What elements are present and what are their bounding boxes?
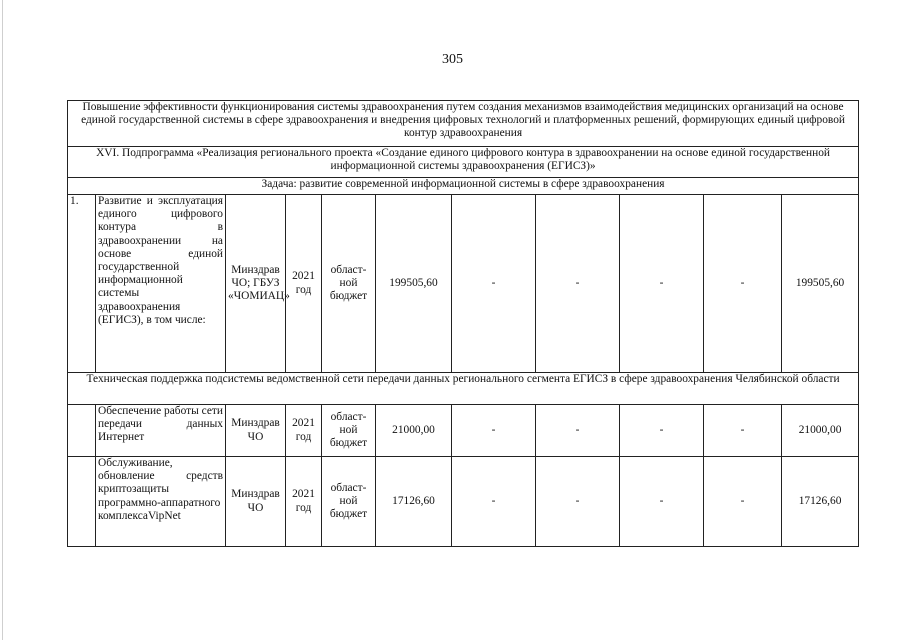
section-row	[68, 373, 859, 405]
row-total: 21000,00	[782, 405, 859, 457]
row-executor: Минздрав ЧО; ГБУЗ «ЧОМИАЦ»	[226, 195, 286, 373]
section-title: Техническая поддержка подсистемы ведомственной сети передачи данных регионального сегмента ЕГИСЗ в сфере здравоохранения Челябинской области	[68, 373, 859, 405]
row-col4: -	[704, 195, 782, 373]
row-year: 2021 год	[286, 405, 322, 457]
table-row	[68, 457, 859, 547]
task-row	[68, 178, 859, 195]
row-index	[68, 457, 96, 547]
row-amount: 199505,60	[376, 195, 452, 373]
row-col2: -	[536, 405, 620, 457]
row-name: Развитие и эксплуатация единого цифрового контура в здравоохранении на основе единой государственной информационной системы здравоохранения (ЕГИСЗ), в том числе:	[96, 195, 226, 373]
task-title: Задача: развитие современной информационной системы в сфере здравоохранения	[68, 178, 859, 195]
row-source: област-ной бюджет	[322, 457, 376, 547]
row-total: 17126,60	[782, 457, 859, 547]
subprogram-title: XVI. Подпрограмма «Реализация регионального проекта «Создание единого цифрового контура в здравоохранении на основе единой государственной информационной системы здравоохранения (ЕГИСЗ)»	[68, 147, 859, 178]
row-year: 2021 год	[286, 195, 322, 373]
row-total: 199505,60	[782, 195, 859, 373]
row-col1: -	[452, 405, 536, 457]
row-amount: 17126,60	[376, 457, 452, 547]
page-left-edge	[2, 0, 3, 640]
goal-row	[68, 101, 859, 147]
row-name: Обеспечение работы сети передачи данных Интернет	[96, 405, 226, 457]
row-col1: -	[452, 195, 536, 373]
row-col4: -	[704, 457, 782, 547]
row-col3: -	[620, 405, 704, 457]
table-row	[68, 195, 859, 373]
row-source: област-ной бюджет	[322, 405, 376, 457]
goal-title: Повышение эффективности функционирования системы здравоохранения путем создания механизмов взаимодействия медицинских организаций на основе единой государственной системы в сфере здравоохранения и внедрения цифровых технологий и платформенных решений, формирующих единый цифровой контур здравоохранения	[68, 101, 859, 147]
row-year: 2021 год	[286, 457, 322, 547]
row-source: област-ной бюджет	[322, 195, 376, 373]
row-index: 1.	[68, 195, 96, 373]
row-amount: 21000,00	[376, 405, 452, 457]
row-index	[68, 405, 96, 457]
row-executor: Минздрав ЧО	[226, 457, 286, 547]
row-executor: Минздрав ЧО	[226, 405, 286, 457]
budget-table	[67, 100, 859, 547]
row-col4: -	[704, 405, 782, 457]
row-name: Обслуживание, обновление средств криптозащиты программно-аппаратного комплексаVipNet	[96, 457, 226, 547]
row-col3: -	[620, 195, 704, 373]
subprogram-row	[68, 147, 859, 178]
page-number: 305	[442, 52, 463, 67]
table-row	[68, 405, 859, 457]
row-col2: -	[536, 457, 620, 547]
row-col2: -	[536, 195, 620, 373]
row-col3: -	[620, 457, 704, 547]
row-col1: -	[452, 457, 536, 547]
